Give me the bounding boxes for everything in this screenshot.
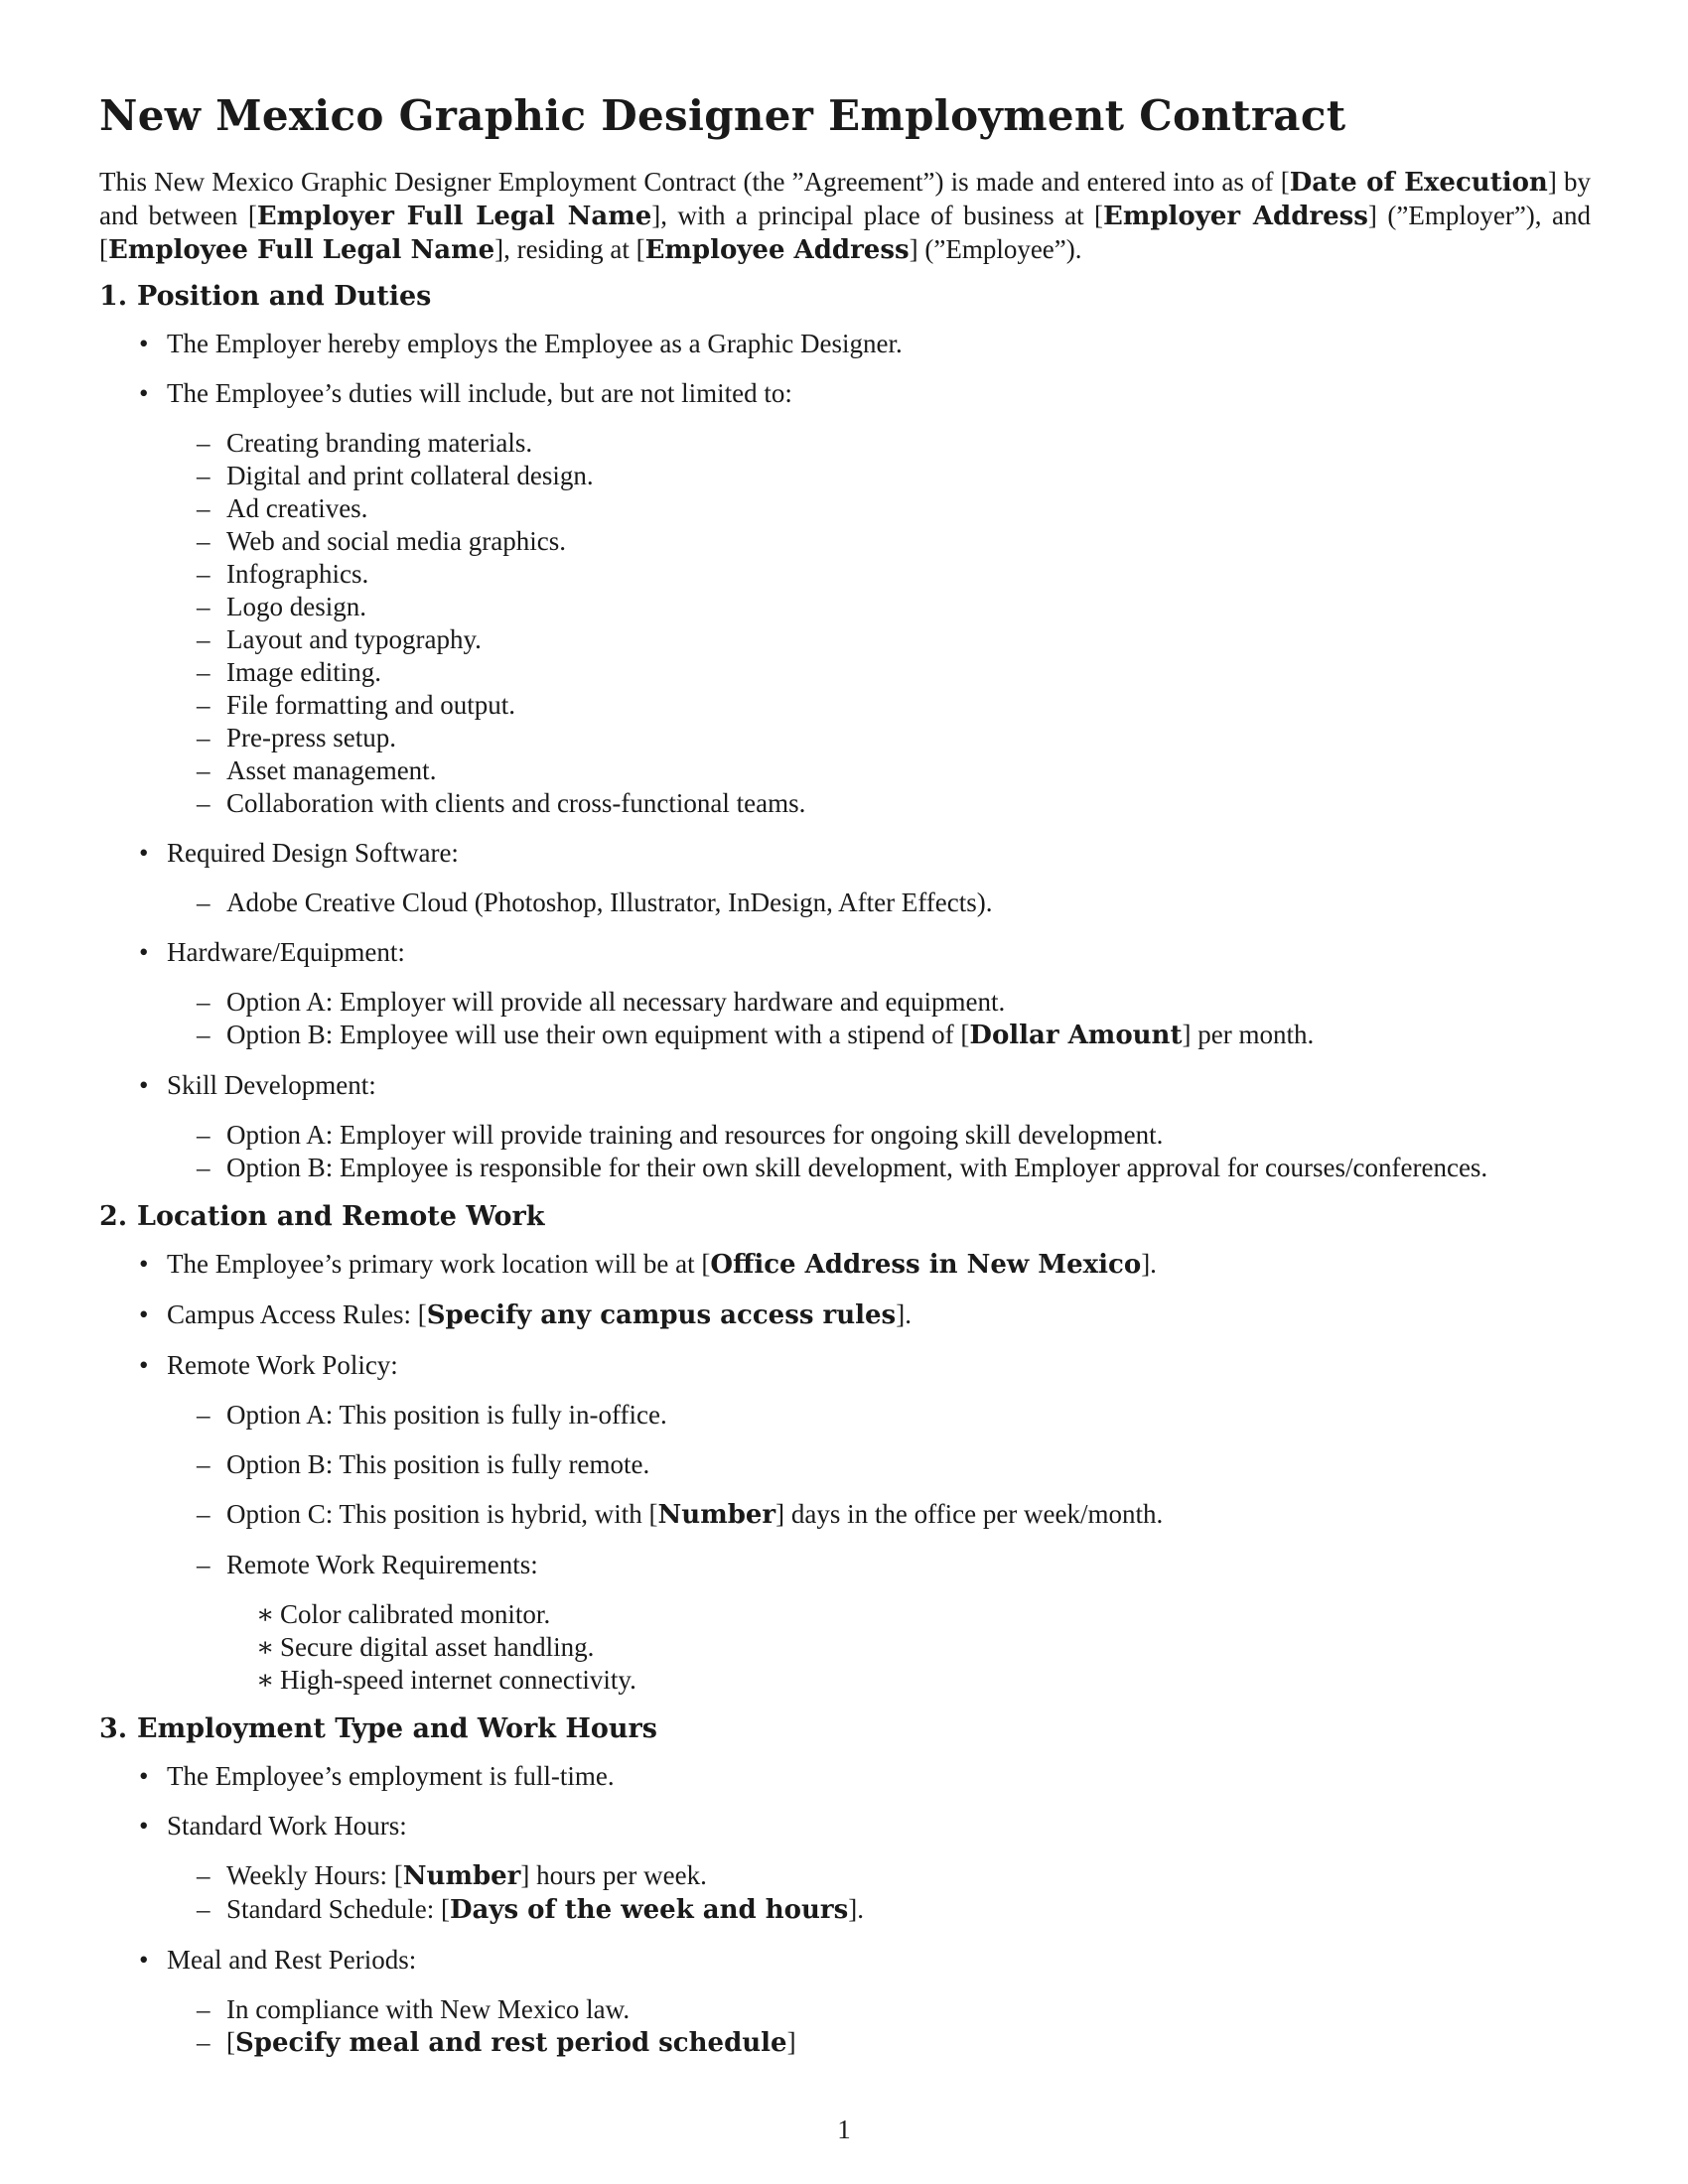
duties-list [167, 427, 1591, 820]
list-item-text: Skill Development: [167, 1070, 376, 1100]
list-item [99, 1349, 1591, 1697]
dollar-amount-placeholder: Dollar Amount [969, 1021, 1183, 1050]
date-placeholder: Date of Execution [1289, 168, 1548, 198]
option-text: Option C: This position is hybrid, with [ [226, 1499, 658, 1529]
list-item-text: Meal and Rest Periods: [167, 1945, 417, 1975]
list-item-text: The Employee’s primary work location will be at [ [167, 1249, 711, 1279]
meal-item: – In compliance with New Mexico law. [167, 1993, 1591, 2026]
section-heading-employment-type [99, 1713, 1591, 1744]
option-text: Weekly Hours: [ [226, 1860, 403, 1890]
section-1-list [99, 328, 1591, 1184]
requirement-item: ∗ Color calibrated monitor. [226, 1598, 1591, 1631]
list-item-text: ]. [1141, 1249, 1157, 1279]
list-item-text: Campus Access Rules: [ [167, 1299, 427, 1329]
hardware-option-a: – Option A: Employer will provide all necessary hardware and equipment. [167, 986, 1591, 1019]
requirement-item: ∗ High-speed internet connectivity. [226, 1664, 1591, 1697]
list-item-text: The Employee’s employment is full-time. [167, 1761, 615, 1791]
list-item-text: Remote Work Policy: [167, 1350, 398, 1380]
option-text: ] [786, 2027, 796, 2057]
remote-policy-list [167, 1399, 1591, 1697]
skill-option-a: – Option A: Employer will provide training and resources for ongoing skill development. [167, 1119, 1591, 1152]
page-number: 1 [837, 2115, 851, 2144]
option-text: [ [226, 2027, 235, 2057]
option-text: ]. [848, 1894, 864, 1924]
section-number: 3. [99, 1713, 128, 1744]
list-item [99, 1760, 1591, 1793]
intro-text: ] by and between [ [99, 167, 1591, 230]
section-title: Employment Type and Work Hours [137, 1713, 657, 1744]
list-item [99, 1810, 1591, 1927]
hours-list [167, 1859, 1591, 1927]
list-item [99, 1069, 1591, 1184]
section-heading-location [99, 1201, 1591, 1232]
remote-requirements [167, 1549, 1591, 1697]
duty-item: – Creating branding materials. [167, 427, 1591, 460]
option-text: Option B: Employee will use their own equipment with a stipend of [ [226, 1020, 970, 1049]
option-text: ] days in the office per week/month. [775, 1499, 1164, 1529]
duty-item: – Ad creatives. [167, 492, 1591, 525]
list-item-text: Hardware/Equipment: [167, 937, 405, 967]
skill-option-b: – Option B: Employee is responsible for their own skill development, with Employer approval for courses/conferences. [167, 1152, 1591, 1184]
schedule-item [167, 1893, 1591, 1927]
requirement-item: ∗ Secure digital asset handling. [226, 1631, 1591, 1664]
employee-address-placeholder: Employee Address [644, 235, 910, 265]
list-item [99, 837, 1591, 919]
option-text: Remote Work Requirements: [226, 1550, 538, 1579]
skill-list [167, 1119, 1591, 1184]
software-list [167, 887, 1591, 919]
duty-item: – Collaboration with clients and cross-functional teams. [167, 787, 1591, 820]
section-3-list [99, 1760, 1591, 2060]
intro-text: ] (”Employer”), and [ [99, 201, 1591, 264]
section-2-list [99, 1248, 1591, 1697]
employer-name-placeholder: Employer Full Legal Name [256, 202, 652, 231]
section-number: 2. [99, 1201, 128, 1232]
list-item-text: ]. [896, 1299, 912, 1329]
section-heading-position-duties [99, 281, 1591, 312]
list-item-text: Required Design Software: [167, 838, 459, 868]
number-placeholder: Number [402, 1861, 521, 1891]
list-item-text: Standard Work Hours: [167, 1811, 407, 1841]
list-item [99, 1944, 1591, 2060]
weekly-hours-item [167, 1859, 1591, 1893]
document-page [99, 79, 1591, 2077]
duty-item: – Infographics. [167, 558, 1591, 591]
option-text: Standard Schedule: [ [226, 1894, 450, 1924]
duty-item: – File formatting and output. [167, 689, 1591, 722]
list-item [99, 1298, 1591, 1332]
meal-item [167, 2026, 1591, 2060]
remote-option-c [167, 1498, 1591, 1532]
duty-item: – Logo design. [167, 591, 1591, 623]
duty-item: – Web and social media graphics. [167, 525, 1591, 558]
schedule-placeholder: Days of the week and hours [449, 1895, 849, 1925]
hardware-option-b [167, 1019, 1591, 1052]
list-item-text: The Employee’s duties will include, but are not limited to: [167, 378, 792, 408]
intro-paragraph [99, 166, 1591, 267]
list-item [99, 328, 1591, 360]
list-item [99, 377, 1591, 820]
duty-item: – Pre-press setup. [167, 722, 1591, 754]
list-item-text: The Employer hereby employs the Employee as a Graphic Designer. [167, 329, 903, 358]
option-text: ] hours per week. [520, 1860, 707, 1890]
intro-text: ], residing at [ [494, 234, 645, 264]
duty-item: – Asset management. [167, 754, 1591, 787]
section-title: Position and Duties [137, 281, 432, 312]
requirements-list [226, 1598, 1591, 1697]
meal-schedule-placeholder: Specify meal and rest period schedule [235, 2028, 787, 2058]
hardware-list [167, 986, 1591, 1052]
number-placeholder: Number [657, 1500, 776, 1530]
employee-name-placeholder: Employee Full Legal Name [108, 235, 495, 265]
intro-text: ], with a principal place of business at [ [651, 201, 1104, 230]
duty-item: – Layout and typography. [167, 623, 1591, 656]
section-title: Location and Remote Work [137, 1201, 545, 1232]
duty-item: – Image editing. [167, 656, 1591, 689]
meal-list [167, 1993, 1591, 2060]
option-text: ] per month. [1182, 1020, 1315, 1049]
remote-option-b: – Option B: This position is fully remote. [167, 1448, 1591, 1481]
campus-rules-placeholder: Specify any campus access rules [426, 1300, 897, 1330]
intro-text: ] (”Employee”). [909, 234, 1082, 264]
office-address-placeholder: Office Address in New Mexico [710, 1250, 1142, 1280]
intro-text: This New Mexico Graphic Designer Employment Contract (the ”Agreement”) is made and entered into as of [ [99, 167, 1290, 197]
list-item [99, 936, 1591, 1052]
remote-option-a: – Option A: This position is fully in-office. [167, 1399, 1591, 1432]
section-number: 1. [99, 281, 128, 312]
employer-address-placeholder: Employer Address [1103, 202, 1368, 231]
list-item [99, 1248, 1591, 1282]
document-title: New Mexico Graphic Designer Employment Contract [99, 91, 1346, 140]
duty-item: – Digital and print collateral design. [167, 460, 1591, 492]
software-item: – Adobe Creative Cloud (Photoshop, Illustrator, InDesign, After Effects). [167, 887, 1591, 919]
